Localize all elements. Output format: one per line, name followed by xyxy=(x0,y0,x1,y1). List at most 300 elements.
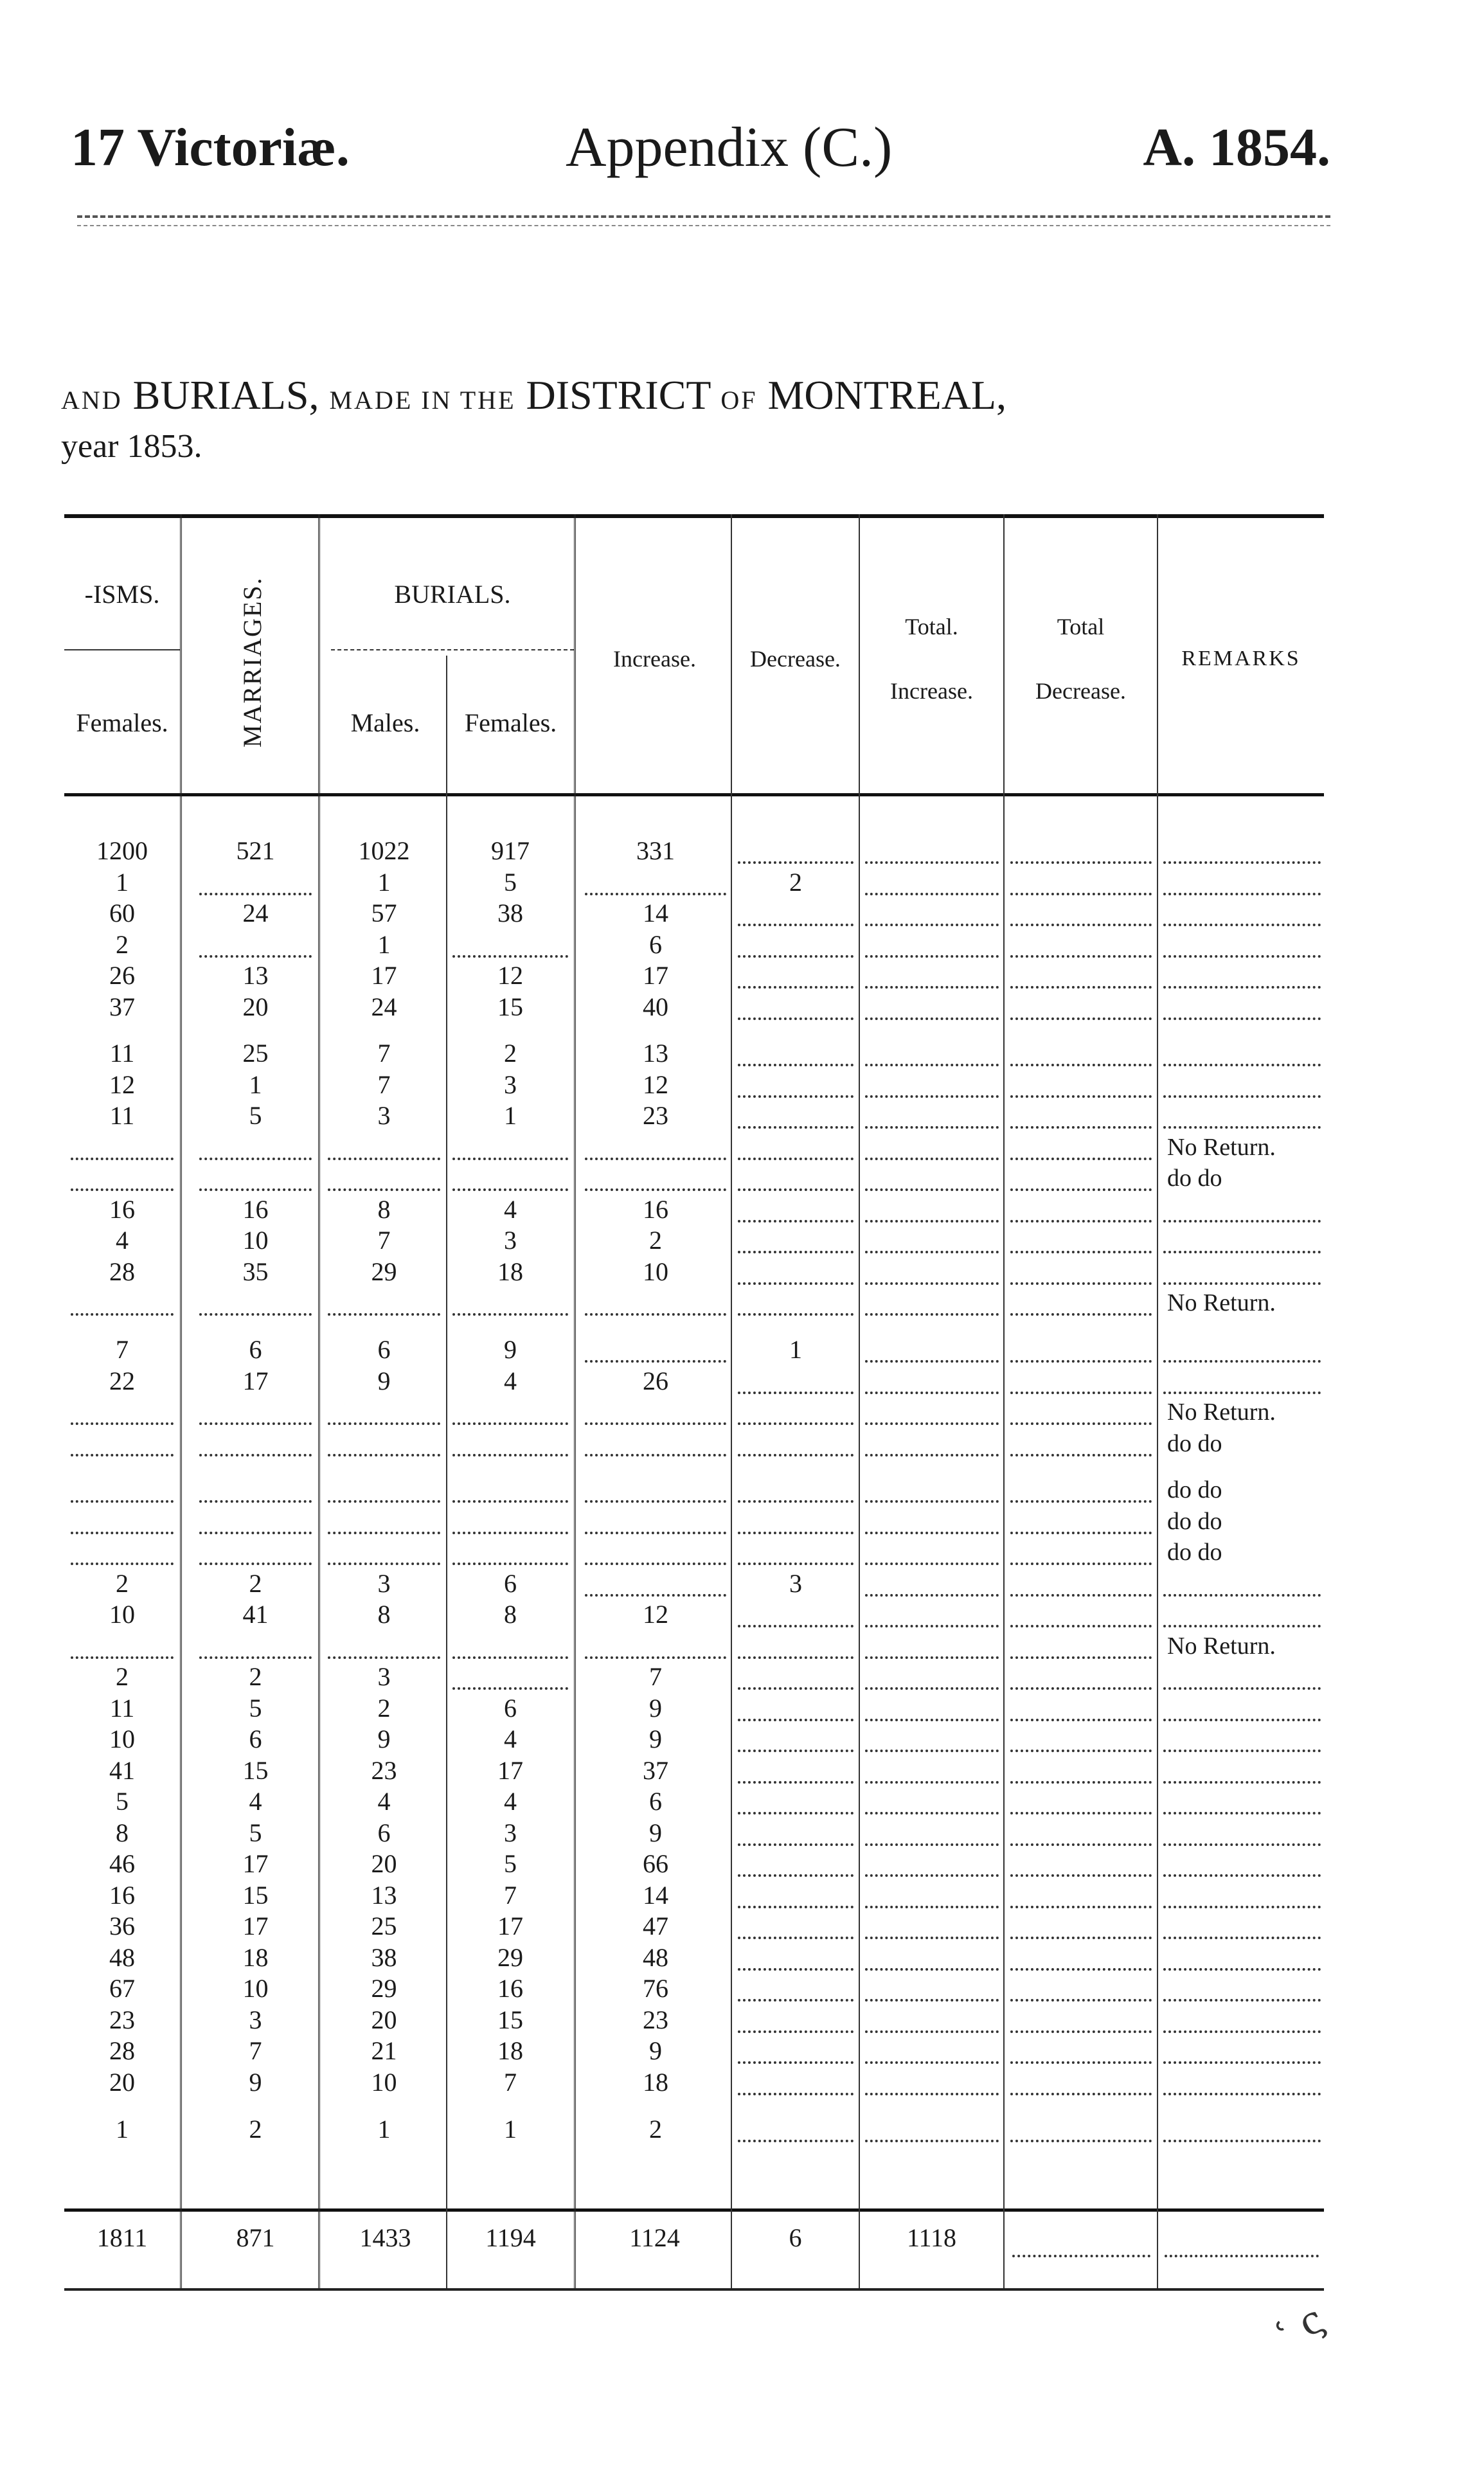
cell-females: 11 xyxy=(109,1101,135,1131)
cell-decrease xyxy=(738,1076,854,1098)
cell-females xyxy=(71,1138,174,1160)
cell-total-decrease xyxy=(1010,1980,1152,2002)
cell-remarks xyxy=(1163,1606,1321,1627)
cell-marriages: 25 xyxy=(242,1039,269,1068)
table-row xyxy=(64,1070,1324,1100)
cell-remarks xyxy=(1163,1076,1321,1098)
col-header-remarks: REMARKS xyxy=(1181,647,1301,670)
cell-total-decrease xyxy=(1010,1855,1152,1877)
cell-increase xyxy=(585,1169,726,1191)
cell-females: 12 xyxy=(109,1070,135,1099)
cell-males xyxy=(328,1138,440,1160)
cell-total-decrease xyxy=(1010,1886,1152,1908)
header-year: A. 1854. xyxy=(1143,118,1330,177)
cell-males: 3 xyxy=(377,1662,391,1692)
cell-marriages xyxy=(199,873,312,895)
cell-remarks xyxy=(1163,1886,1321,1908)
table-row xyxy=(64,1724,1324,1755)
cell-marriages: 6 xyxy=(249,1724,262,1754)
cell-marriages: 17 xyxy=(242,1366,269,1395)
cell-bfemales: 4 xyxy=(504,1787,517,1816)
corner-pencil-mark: ʿ ς xyxy=(1269,2296,1332,2359)
cell-bfemales xyxy=(452,1543,568,1565)
cell-increase: 18 xyxy=(643,2067,668,2097)
cell-total-increase xyxy=(865,1793,999,1814)
title-and: AND xyxy=(61,386,123,415)
cell-increase: 48 xyxy=(643,1942,668,1972)
cell-females: 28 xyxy=(109,2036,135,2066)
cell-females xyxy=(71,1294,174,1316)
table-row xyxy=(64,1599,1324,1630)
cell-increase: 10 xyxy=(643,1257,668,1286)
cell-decrease xyxy=(738,1512,854,1534)
cell-remarks xyxy=(1163,1824,1321,1846)
cell-marriages: 7 xyxy=(249,2036,262,2066)
cell-males: 6 xyxy=(377,1818,391,1847)
cell-bfemales: 9 xyxy=(504,1335,517,1364)
cell-remarks xyxy=(1163,1699,1321,1721)
cell-females xyxy=(71,1481,174,1503)
burials-subrule xyxy=(331,649,574,650)
cell-remarks xyxy=(1163,2120,1321,2142)
col-header-increase: Increase. xyxy=(613,646,696,672)
cell-total-decrease xyxy=(1010,998,1152,1020)
cell-total-decrease xyxy=(1010,1435,1152,1456)
cell-males: 24 xyxy=(371,992,397,1021)
cell-increase xyxy=(585,1575,726,1597)
cell-increase: 12 xyxy=(643,1070,668,1099)
cell-remarks xyxy=(1163,1044,1321,1066)
cell-males: 7 xyxy=(377,1070,391,1099)
cell-remarks: do do xyxy=(1167,1507,1222,1535)
cell-increase xyxy=(585,1435,726,1456)
cell-decrease xyxy=(738,1169,854,1191)
cell-decrease xyxy=(738,1435,854,1456)
cell-females: 20 xyxy=(109,2067,135,2097)
cell-total-decrease xyxy=(1010,1341,1152,1363)
cell-males xyxy=(328,1637,440,1659)
cell-decrease xyxy=(738,1886,854,1908)
cell-marriages: 15 xyxy=(242,1755,269,1785)
cell-remarks xyxy=(1163,2011,1321,2033)
cell-total-increase xyxy=(865,1512,999,1534)
cell-decrease xyxy=(738,1294,854,1316)
table-row xyxy=(64,1661,1324,1692)
cell-remarks: do do xyxy=(1167,1539,1222,1566)
cell-total-decrease xyxy=(1010,1169,1152,1191)
cell-remarks xyxy=(1163,1762,1321,1784)
table-row xyxy=(64,1786,1324,1817)
cell-total-increase xyxy=(865,842,999,864)
cell-males: 8 xyxy=(377,1194,391,1224)
col-header-burials: BURIALS. xyxy=(394,580,511,609)
grand-total-increase: 1118 xyxy=(906,2223,957,2252)
cell-females: 11 xyxy=(109,1693,135,1723)
cell-females: 46 xyxy=(109,1849,135,1879)
cell-marriages xyxy=(199,936,312,958)
cell-increase: 17 xyxy=(643,961,668,990)
cell-increase: 37 xyxy=(643,1755,668,1785)
cell-females: 36 xyxy=(109,1912,135,1941)
cell-increase xyxy=(585,1294,726,1316)
cell-males: 1 xyxy=(377,2114,391,2144)
cell-males: 23 xyxy=(371,1755,397,1785)
cell-increase: 6 xyxy=(649,1787,662,1816)
cell-remarks xyxy=(1163,1980,1321,2002)
cell-marriages: 5 xyxy=(249,1693,262,1723)
cell-decrease xyxy=(738,1263,854,1285)
cell-increase xyxy=(585,1512,726,1534)
cell-total-decrease xyxy=(1010,1730,1152,1752)
cell-total-increase xyxy=(865,1341,999,1363)
cell-remarks: No Return. xyxy=(1167,1133,1276,1161)
cell-total-decrease xyxy=(1010,1263,1152,1285)
cell-bfemales: 15 xyxy=(497,992,523,1021)
cell-increase: 9 xyxy=(649,2036,662,2066)
cell-marriages: 6 xyxy=(249,1335,262,1364)
cell-increase: 23 xyxy=(643,1101,668,1131)
cell-decrease xyxy=(738,1668,854,1690)
table-row xyxy=(64,898,1324,929)
cell-males: 4 xyxy=(377,1787,391,1816)
total-baptism-females: 1811 xyxy=(96,2223,148,2252)
cell-decrease xyxy=(738,1699,854,1721)
cell-bfemales xyxy=(452,1668,568,1690)
cell-bfemales xyxy=(452,1481,568,1503)
cell-females xyxy=(71,1403,174,1425)
cell-females: 1200 xyxy=(96,836,148,865)
total-marriages: 871 xyxy=(236,2223,275,2252)
cell-decrease xyxy=(738,904,854,926)
cell-total-decrease xyxy=(1010,1138,1152,1160)
cell-total-decrease xyxy=(1010,1076,1152,1098)
cell-increase: 2 xyxy=(649,1226,662,1255)
cell-males: 57 xyxy=(371,899,397,927)
cell-marriages xyxy=(199,1543,312,1565)
cell-decrease xyxy=(738,2120,854,2142)
cell-remarks xyxy=(1163,1917,1321,1939)
cell-females: 23 xyxy=(109,2005,135,2034)
cell-remarks xyxy=(1163,1793,1321,1814)
cell-remarks: No Return. xyxy=(1167,1399,1276,1426)
cell-marriages: 3 xyxy=(249,2005,262,2034)
cell-remarks: do do xyxy=(1167,1476,1222,1504)
cell-remarks: No Return. xyxy=(1167,1632,1276,1660)
cell-total-decrease xyxy=(1010,1107,1152,1129)
table-row xyxy=(64,960,1324,991)
table-row xyxy=(64,1100,1324,1131)
cell-bfemales xyxy=(452,1169,568,1191)
table-row xyxy=(64,836,1324,866)
cell-total-decrease xyxy=(1010,1543,1152,1565)
cell-marriages xyxy=(199,1637,312,1659)
table-row xyxy=(64,1973,1324,2004)
cell-remarks xyxy=(1163,936,1321,958)
col-header-burial-males: Males. xyxy=(350,708,420,737)
cell-bfemales: 6 xyxy=(504,1693,517,1723)
table-bottom-rule xyxy=(64,2288,1324,2291)
cell-bfemales: 18 xyxy=(497,2036,523,2066)
cell-males: 9 xyxy=(377,1724,391,1754)
cell-total-increase xyxy=(865,936,999,958)
cell-bfemales: 18 xyxy=(497,1257,523,1286)
cell-decrease xyxy=(738,1980,854,2002)
cell-total-decrease xyxy=(1010,1512,1152,1534)
cell-decrease: 1 xyxy=(789,1335,802,1364)
cell-bfemales: 16 xyxy=(497,1974,523,2003)
cell-total-increase xyxy=(865,1403,999,1425)
col-header-baptism-females: Females. xyxy=(76,708,168,737)
cell-males: 10 xyxy=(371,2067,397,2097)
cell-marriages: 1 xyxy=(249,1070,262,1099)
cell-bfemales: 7 xyxy=(504,1880,517,1910)
table-row xyxy=(64,1942,1324,1973)
cell-marriages: 10 xyxy=(242,1226,269,1255)
cell-decrease xyxy=(738,1232,854,1253)
cell-males: 9 xyxy=(377,1366,391,1395)
cell-remarks xyxy=(1163,1263,1321,1285)
cell-remarks xyxy=(1163,1730,1321,1752)
cell-decrease xyxy=(738,1637,854,1659)
cell-bfemales: 38 xyxy=(497,899,523,927)
cell-females: 48 xyxy=(109,1942,135,1972)
cell-total-decrease xyxy=(1010,1668,1152,1690)
cell-total-increase xyxy=(865,1138,999,1160)
table-row xyxy=(64,1038,1324,1069)
grand-total-decrease xyxy=(1012,2235,1150,2257)
cell-females: 41 xyxy=(109,1755,135,1785)
cell-increase: 2 xyxy=(649,2114,662,2144)
cell-total-increase xyxy=(865,2011,999,2033)
cell-total-increase xyxy=(865,1668,999,1690)
cell-males: 8 xyxy=(377,1600,391,1629)
cell-males xyxy=(328,1294,440,1316)
table-row xyxy=(64,1257,1324,1287)
cell-marriages: 5 xyxy=(249,1101,262,1131)
cell-total-increase xyxy=(865,1637,999,1659)
cell-bfemales: 6 xyxy=(504,1568,517,1598)
cell-decrease xyxy=(738,1107,854,1129)
table-row xyxy=(64,1287,1324,1318)
cell-total-decrease xyxy=(1010,1294,1152,1316)
cell-increase: 9 xyxy=(649,1693,662,1723)
cell-females: 7 xyxy=(116,1335,129,1364)
cell-total-decrease xyxy=(1010,1606,1152,1627)
cell-remarks: do do xyxy=(1167,1165,1222,1192)
cell-total-increase xyxy=(865,1855,999,1877)
cell-total-increase xyxy=(865,1044,999,1066)
cell-decrease: 2 xyxy=(789,867,802,897)
table-row xyxy=(64,1911,1324,1942)
cell-marriages: 15 xyxy=(242,1880,269,1910)
cell-total-decrease xyxy=(1010,1575,1152,1597)
cell-bfemales: 17 xyxy=(497,1755,523,1785)
table-subtitle: year 1853. xyxy=(61,428,202,465)
header-bottom-rule xyxy=(64,793,1324,796)
cell-males: 38 xyxy=(371,1942,397,1972)
cell-marriages xyxy=(199,1512,312,1534)
cell-increase: 47 xyxy=(643,1912,668,1941)
cell-total-increase xyxy=(865,873,999,895)
cell-total-decrease xyxy=(1010,967,1152,989)
cell-total-increase xyxy=(865,1263,999,1285)
cell-females: 26 xyxy=(109,961,135,990)
cell-decrease xyxy=(738,936,854,958)
cell-marriages xyxy=(199,1169,312,1191)
cell-females: 4 xyxy=(116,1226,129,1255)
cell-total-increase xyxy=(865,1481,999,1503)
cell-decrease xyxy=(738,1793,854,1814)
cell-total-increase xyxy=(865,1435,999,1456)
cell-total-decrease xyxy=(1010,1637,1152,1659)
cell-marriages: 35 xyxy=(242,1257,269,1286)
cell-marriages: 20 xyxy=(242,992,269,1021)
cell-females: 60 xyxy=(109,899,135,927)
table-row xyxy=(64,2114,1324,2145)
cell-bfemales: 4 xyxy=(504,1724,517,1754)
cell-bfemales xyxy=(452,1403,568,1425)
cell-males xyxy=(328,1481,440,1503)
cell-marriages xyxy=(199,1294,312,1316)
cell-remarks xyxy=(1163,1668,1321,1690)
header-volume: 17 Victoriæ. xyxy=(71,118,350,177)
cell-remarks xyxy=(1163,2042,1321,2064)
cell-marriages xyxy=(199,1138,312,1160)
cell-males: 1022 xyxy=(358,836,410,865)
cell-remarks: do do xyxy=(1167,1429,1222,1457)
header-appendix: Appendix (C.) xyxy=(566,116,893,179)
cell-total-increase xyxy=(865,1294,999,1316)
cell-increase xyxy=(585,1481,726,1503)
cell-males: 20 xyxy=(371,2005,397,2034)
cell-total-decrease xyxy=(1010,1793,1152,1814)
cell-total-decrease xyxy=(1010,1762,1152,1784)
cell-decrease xyxy=(738,1543,854,1565)
cell-remarks xyxy=(1163,1575,1321,1597)
cell-decrease xyxy=(738,1917,854,1939)
cell-bfemales xyxy=(452,1138,568,1160)
cell-decrease xyxy=(738,1372,854,1394)
col-header-decrease: Decrease. xyxy=(750,646,841,672)
cell-total-decrease xyxy=(1010,1044,1152,1066)
cell-increase: 14 xyxy=(643,899,668,927)
cell-decrease: 3 xyxy=(789,1568,802,1598)
cell-total-decrease xyxy=(1010,2120,1152,2142)
cell-increase: 40 xyxy=(643,992,668,1021)
cell-females xyxy=(71,1512,174,1534)
table-row xyxy=(64,1428,1324,1459)
cell-total-increase xyxy=(865,1606,999,1627)
cell-females: 10 xyxy=(109,1600,135,1629)
cell-males: 2 xyxy=(377,1693,391,1723)
cell-increase: 23 xyxy=(643,2005,668,2034)
cell-bfemales xyxy=(452,1512,568,1534)
table-row xyxy=(64,2036,1324,2066)
cell-marriages: 2 xyxy=(249,2114,262,2144)
cell-total-increase xyxy=(865,904,999,926)
cell-females: 2 xyxy=(116,1662,129,1692)
cell-females: 8 xyxy=(116,1818,129,1847)
cell-increase: 331 xyxy=(636,836,675,865)
cell-marriages: 2 xyxy=(249,1662,262,1692)
cell-decrease xyxy=(738,1949,854,1971)
cell-total-decrease xyxy=(1010,873,1152,895)
cell-bfemales: 29 xyxy=(497,1942,523,1972)
cell-decrease xyxy=(738,967,854,989)
title-made-in-the: MADE IN THE xyxy=(329,386,516,415)
cell-total-decrease xyxy=(1010,2011,1152,2033)
cell-total-increase xyxy=(865,2120,999,2142)
cell-males xyxy=(328,1169,440,1191)
cell-remarks xyxy=(1163,1107,1321,1129)
cell-males: 29 xyxy=(371,1974,397,2003)
cell-bfemales: 15 xyxy=(497,2005,523,2034)
cell-total-decrease xyxy=(1010,1949,1152,1971)
cell-marriages xyxy=(199,1403,312,1425)
cell-bfemales: 917 xyxy=(491,836,530,865)
cell-females: 11 xyxy=(109,1039,135,1068)
cell-females: 2 xyxy=(116,929,129,959)
cell-bfemales: 12 xyxy=(497,961,523,990)
cell-marriages: 16 xyxy=(242,1194,269,1224)
registry-table xyxy=(64,514,1324,2314)
baptisms-subrule xyxy=(64,649,180,650)
cell-females: 5 xyxy=(116,1787,129,1816)
cell-bfemales xyxy=(452,936,568,958)
cell-decrease xyxy=(738,842,854,864)
total-burial-males: 1433 xyxy=(359,2223,411,2252)
cell-marriages: 13 xyxy=(242,961,269,990)
cell-marriages: 18 xyxy=(242,1942,269,1972)
cell-bfemales: 17 xyxy=(497,1912,523,1941)
cell-marriages xyxy=(199,1435,312,1456)
cell-marriages: 5 xyxy=(249,1818,262,1847)
cell-remarks xyxy=(1163,1949,1321,1971)
cell-males: 21 xyxy=(371,2036,397,2066)
cell-remarks xyxy=(1163,1372,1321,1394)
cell-bfemales: 1 xyxy=(504,2114,517,2144)
cell-total-increase xyxy=(865,1980,999,2002)
cell-males: 3 xyxy=(377,1568,391,1598)
cell-females: 22 xyxy=(109,1366,135,1395)
cell-males: 25 xyxy=(371,1912,397,1941)
cell-males: 1 xyxy=(377,929,391,959)
cell-total-increase xyxy=(865,1543,999,1565)
col-header-total-increase-line1: Total. xyxy=(905,614,958,640)
cell-increase xyxy=(585,1637,726,1659)
cell-remarks xyxy=(1163,998,1321,1020)
table-row xyxy=(64,1880,1324,1911)
cell-females: 2 xyxy=(116,1568,129,1598)
cell-males xyxy=(328,1512,440,1534)
cell-decrease xyxy=(738,1606,854,1627)
cell-bfemales: 3 xyxy=(504,1070,517,1099)
cell-males: 3 xyxy=(377,1101,391,1131)
table-row xyxy=(64,2005,1324,2036)
title-burials: BURIALS, xyxy=(132,372,319,418)
col-header-total-decrease-line2: Decrease. xyxy=(1035,678,1126,704)
page-header xyxy=(71,112,1330,183)
table-row xyxy=(64,1225,1324,1256)
table-row xyxy=(64,1366,1324,1397)
cell-males xyxy=(328,1403,440,1425)
table-row xyxy=(64,1506,1324,1537)
cell-marriages: 4 xyxy=(249,1787,262,1816)
cell-males xyxy=(328,1543,440,1565)
cell-total-increase xyxy=(865,1107,999,1129)
cell-bfemales: 1 xyxy=(504,1101,517,1131)
cell-total-increase xyxy=(865,1201,999,1223)
